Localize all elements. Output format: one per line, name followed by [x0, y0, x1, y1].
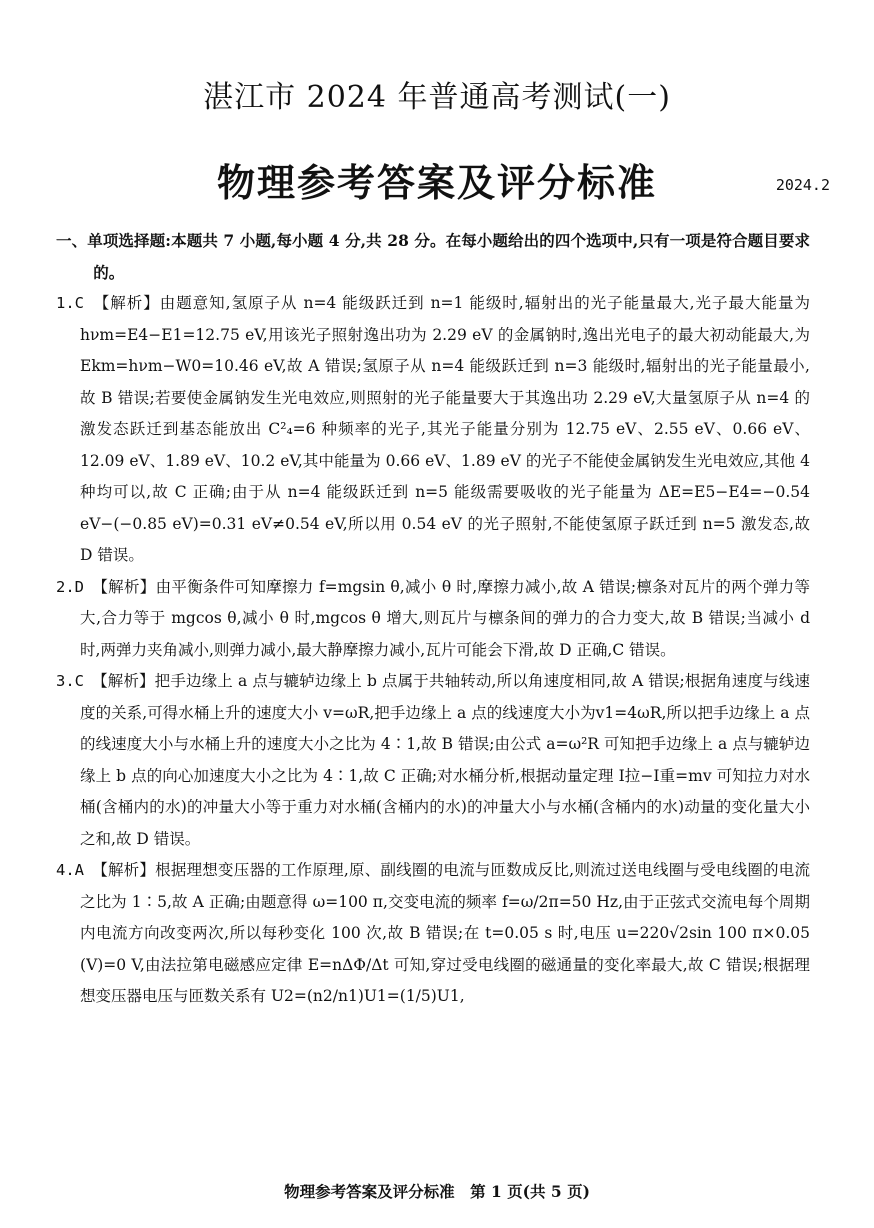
exam-title: 湛江市 2024 年普通高考测试(一) [203, 80, 671, 115]
answer-explanation: 【解析】把手边缘上 a 点与辘轳边缘上 b 点属于共轴转动,所以角速度相同,故 A 错误;根据角速度与线速度的关系,可得水桶上升的速度大小 v=ωR,把手边缘上 a 点的线速度大小为v1=4ωR,所以把手边缘上 a 点的线速度大小与水桶上升的速度大小之比为 4∶1,故 B 错误;由公式 a=ω²R 可知把手边缘上 a 点与辘轳边缘上 b 点的向心加速度大小之比为 4∶1,故 C 正确;对水桶分析,根据动量定理 I拉−I重=mv 可知拉力对水桶(含桶内的水)的冲量大小等于重力对水桶(含桶内的水)的冲量大小与水桶(含桶内的水)动量的变化量大小之和,故 D 错误。 [80, 672, 810, 848]
page-footer: 物理参考答案及评分标准 第 1 页(共 5 页) [284, 1182, 590, 1201]
answer-explanation: 【解析】由平衡条件可知摩擦力 f=mgsin θ,减小 θ 时,摩擦力减小,故 A 错误;檩条对瓦片的两个弹力等大,合力等于 mgcos θ,减小 θ 时,mgcos θ 增大,则瓦片与檩条间的弹力的合力变大,故 B 错误;当减小 d 时,两弹力夹角减小,则弹力减小,最大静摩擦力减小,瓦片可能会下滑,故 D 正确,C 错误。 [80, 577, 810, 659]
section-heading: 一、单项选择题:本题共 7 小题,每小题 4 分,共 28 分。在每小题给出的四个选项中,只有一项是符合题目要求的。 [56, 231, 810, 282]
answer-number: 2.D [56, 577, 84, 596]
answer-item [56, 572, 810, 667]
document-title: 物理参考答案及评分标准 [216, 160, 657, 205]
answer-content [56, 225, 810, 1013]
answer-item [56, 666, 810, 855]
answer-item [56, 288, 810, 572]
answer-explanation: 【解析】由题意知,氢原子从 n=4 能级跃迁到 n=1 能级时,辐射出的光子能量最大,光子最大能量为 hνm=E4−E1=12.75 eV,用该光子照射逸出功为 2.29 eV 的金属钠时,逸出光电子的最大初动能最大,为 Ekm=hνm−W0=10.46 eV,故 A 错误;氢原子从 n=4 能级跃迁到 n=3 能级时,辐射出的光子能量最小,故 B 错误;若要使金属钠发生光电效应,则照射的光子能量要大于其逸出功 2.29 eV,大量氢原子从 n=4 的激发态跃迁到基态能放出 C²₄=6 种频率的光子,其光子能量分别为 12.75 eV、2.55 eV、0.66 eV、12.09 eV、1.89 eV、10.2 eV,其中能量为 0.66 eV、1.89 eV 的光子不能使金属钠发生光电效应,其他 4 种均可以,故 C 正确;由于从 n=4 能级跃迁到 n=5 能级需要吸收的光子能量为 ΔE=E5−E4=−0.54 eV−(−0.85 eV)=0.31 eV≠0.54 eV,所以用 0.54 eV 的光子照射,不能使氢原子跃迁到 n=5 激发态,故 D 错误。 [80, 294, 810, 564]
answer-explanation: 【解析】根据理想变压器的工作原理,原、副线圈的电流与匝数成反比,则流过送电线圈与受电线圈的电流之比为 1∶5,故 A 正确;由题意得 ω=100 π,交变电流的频率 f=ω/2π=50 Hz,由于正弦式交流电每个周期内电流方向改变两次,所以每秒变化 100 次,故 B 错误;在 t=0.05 s 时,电压 u=220√2sin 100 π×0.05 (V)=0 V,由法拉第电磁感应定律 E=nΔΦ/Δt 可知,穿过受电线圈的磁通量的变化率最大,故 C 错误;根据理想变压器电压与匝数关系有 U2=(n2/n1)U1=(1/5)U1, [80, 861, 810, 1005]
answer-item [56, 855, 810, 1013]
answer-number: 4.A [56, 861, 84, 879]
document-date: 2024.2 [775, 176, 830, 194]
answer-number: 1.C [56, 294, 84, 312]
answer-number: 3.C [56, 672, 84, 690]
